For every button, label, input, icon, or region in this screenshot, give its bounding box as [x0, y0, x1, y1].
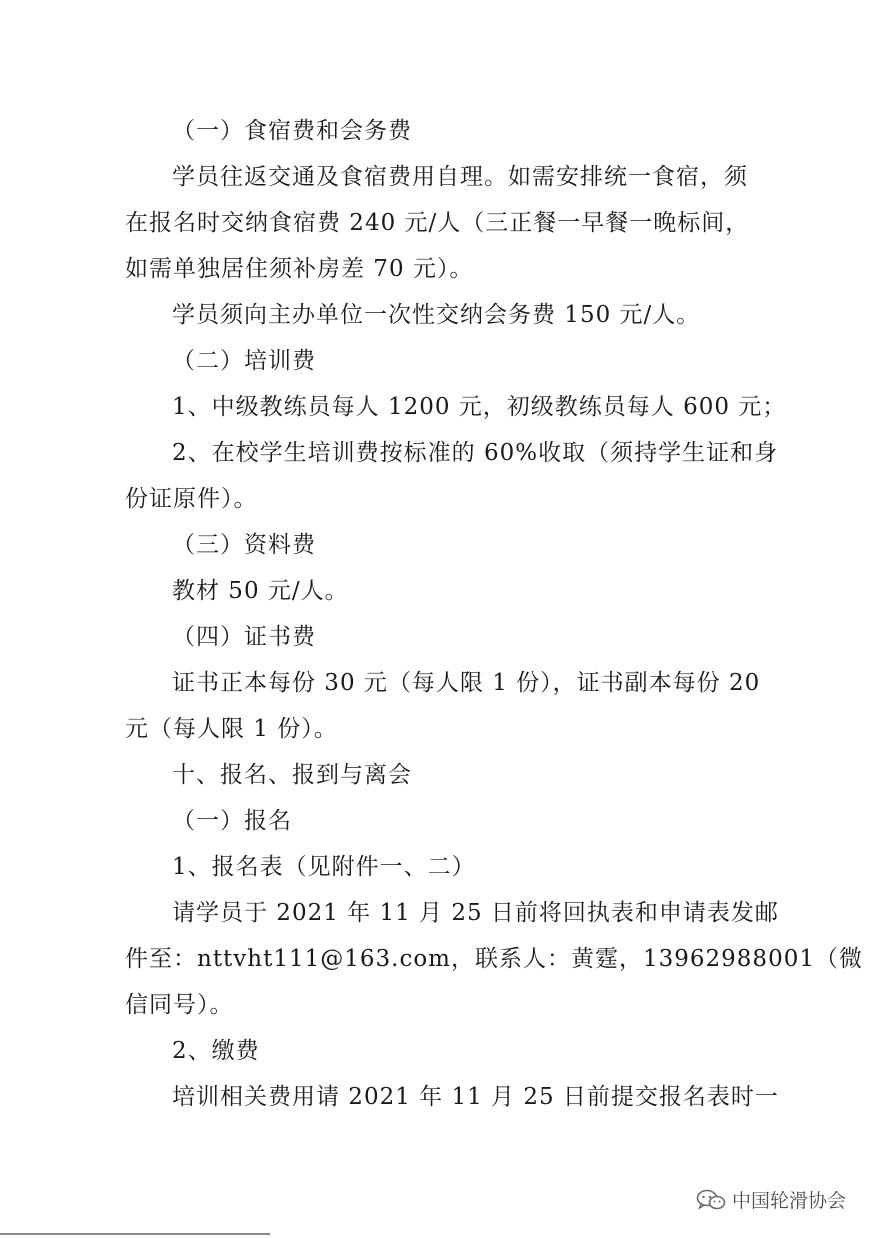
- paragraph-line: 请学员于 2021 年 11 月 25 日前将回执表和申请表发邮: [172, 900, 779, 926]
- wechat-icon: [696, 1189, 726, 1211]
- paragraph-line: 教材 50 元/人。: [172, 578, 349, 604]
- paragraph-line: 如需单独居住须补房差 70 元）。: [125, 256, 474, 282]
- paragraph-line: 份证原件）。: [125, 486, 258, 512]
- heading-payment: 2、缴费: [172, 1038, 260, 1064]
- paragraph-line: 元（每人限 1 份）。: [125, 716, 338, 742]
- heading-training-fee: （二）培训费: [172, 348, 316, 374]
- heading-meal-fee: （一）食宿费和会务费: [172, 118, 412, 144]
- heading-signup: （一）报名: [172, 808, 292, 834]
- paragraph-line: 学员往返交通及食宿费用自理。如需安排统一食宿，须: [172, 164, 748, 190]
- bottom-divider: [0, 1233, 270, 1235]
- watermark-text: 中国轮滑协会: [731, 1190, 846, 1212]
- paragraph-line: 在报名时交纳食宿费 240 元/人（三正餐一早餐一晚标间，: [125, 210, 750, 236]
- paragraph-line: 1、中级教练员每人 1200 元，初级教练员每人 600 元；: [172, 394, 787, 420]
- heading-certificate-fee: （四）证书费: [172, 624, 316, 650]
- paragraph-line: 件至：nttvht111@163.com，联系人：黄霆，13962988001（微: [125, 946, 863, 972]
- heading-registration: 十、报名、报到与离会: [172, 762, 412, 788]
- paragraph-line: 信同号）。: [125, 992, 234, 1018]
- paragraph-line: 1、报名表（见附件一、二）: [172, 854, 476, 880]
- paragraph-line: 培训相关费用请 2021 年 11 月 25 日前提交报名表时一: [172, 1084, 779, 1110]
- paragraph-line: 2、在校学生培训费按标准的 60%收取（须持学生证和身: [172, 440, 779, 466]
- paragraph-line: 学员须向主办单位一次性交纳会务费 150 元/人。: [172, 302, 701, 328]
- source-watermark: [696, 1186, 846, 1213]
- paragraph-line: 证书正本每份 30 元（每人限 1 份），证书副本每份 20: [172, 670, 761, 696]
- heading-material-fee: （三）资料费: [172, 532, 316, 558]
